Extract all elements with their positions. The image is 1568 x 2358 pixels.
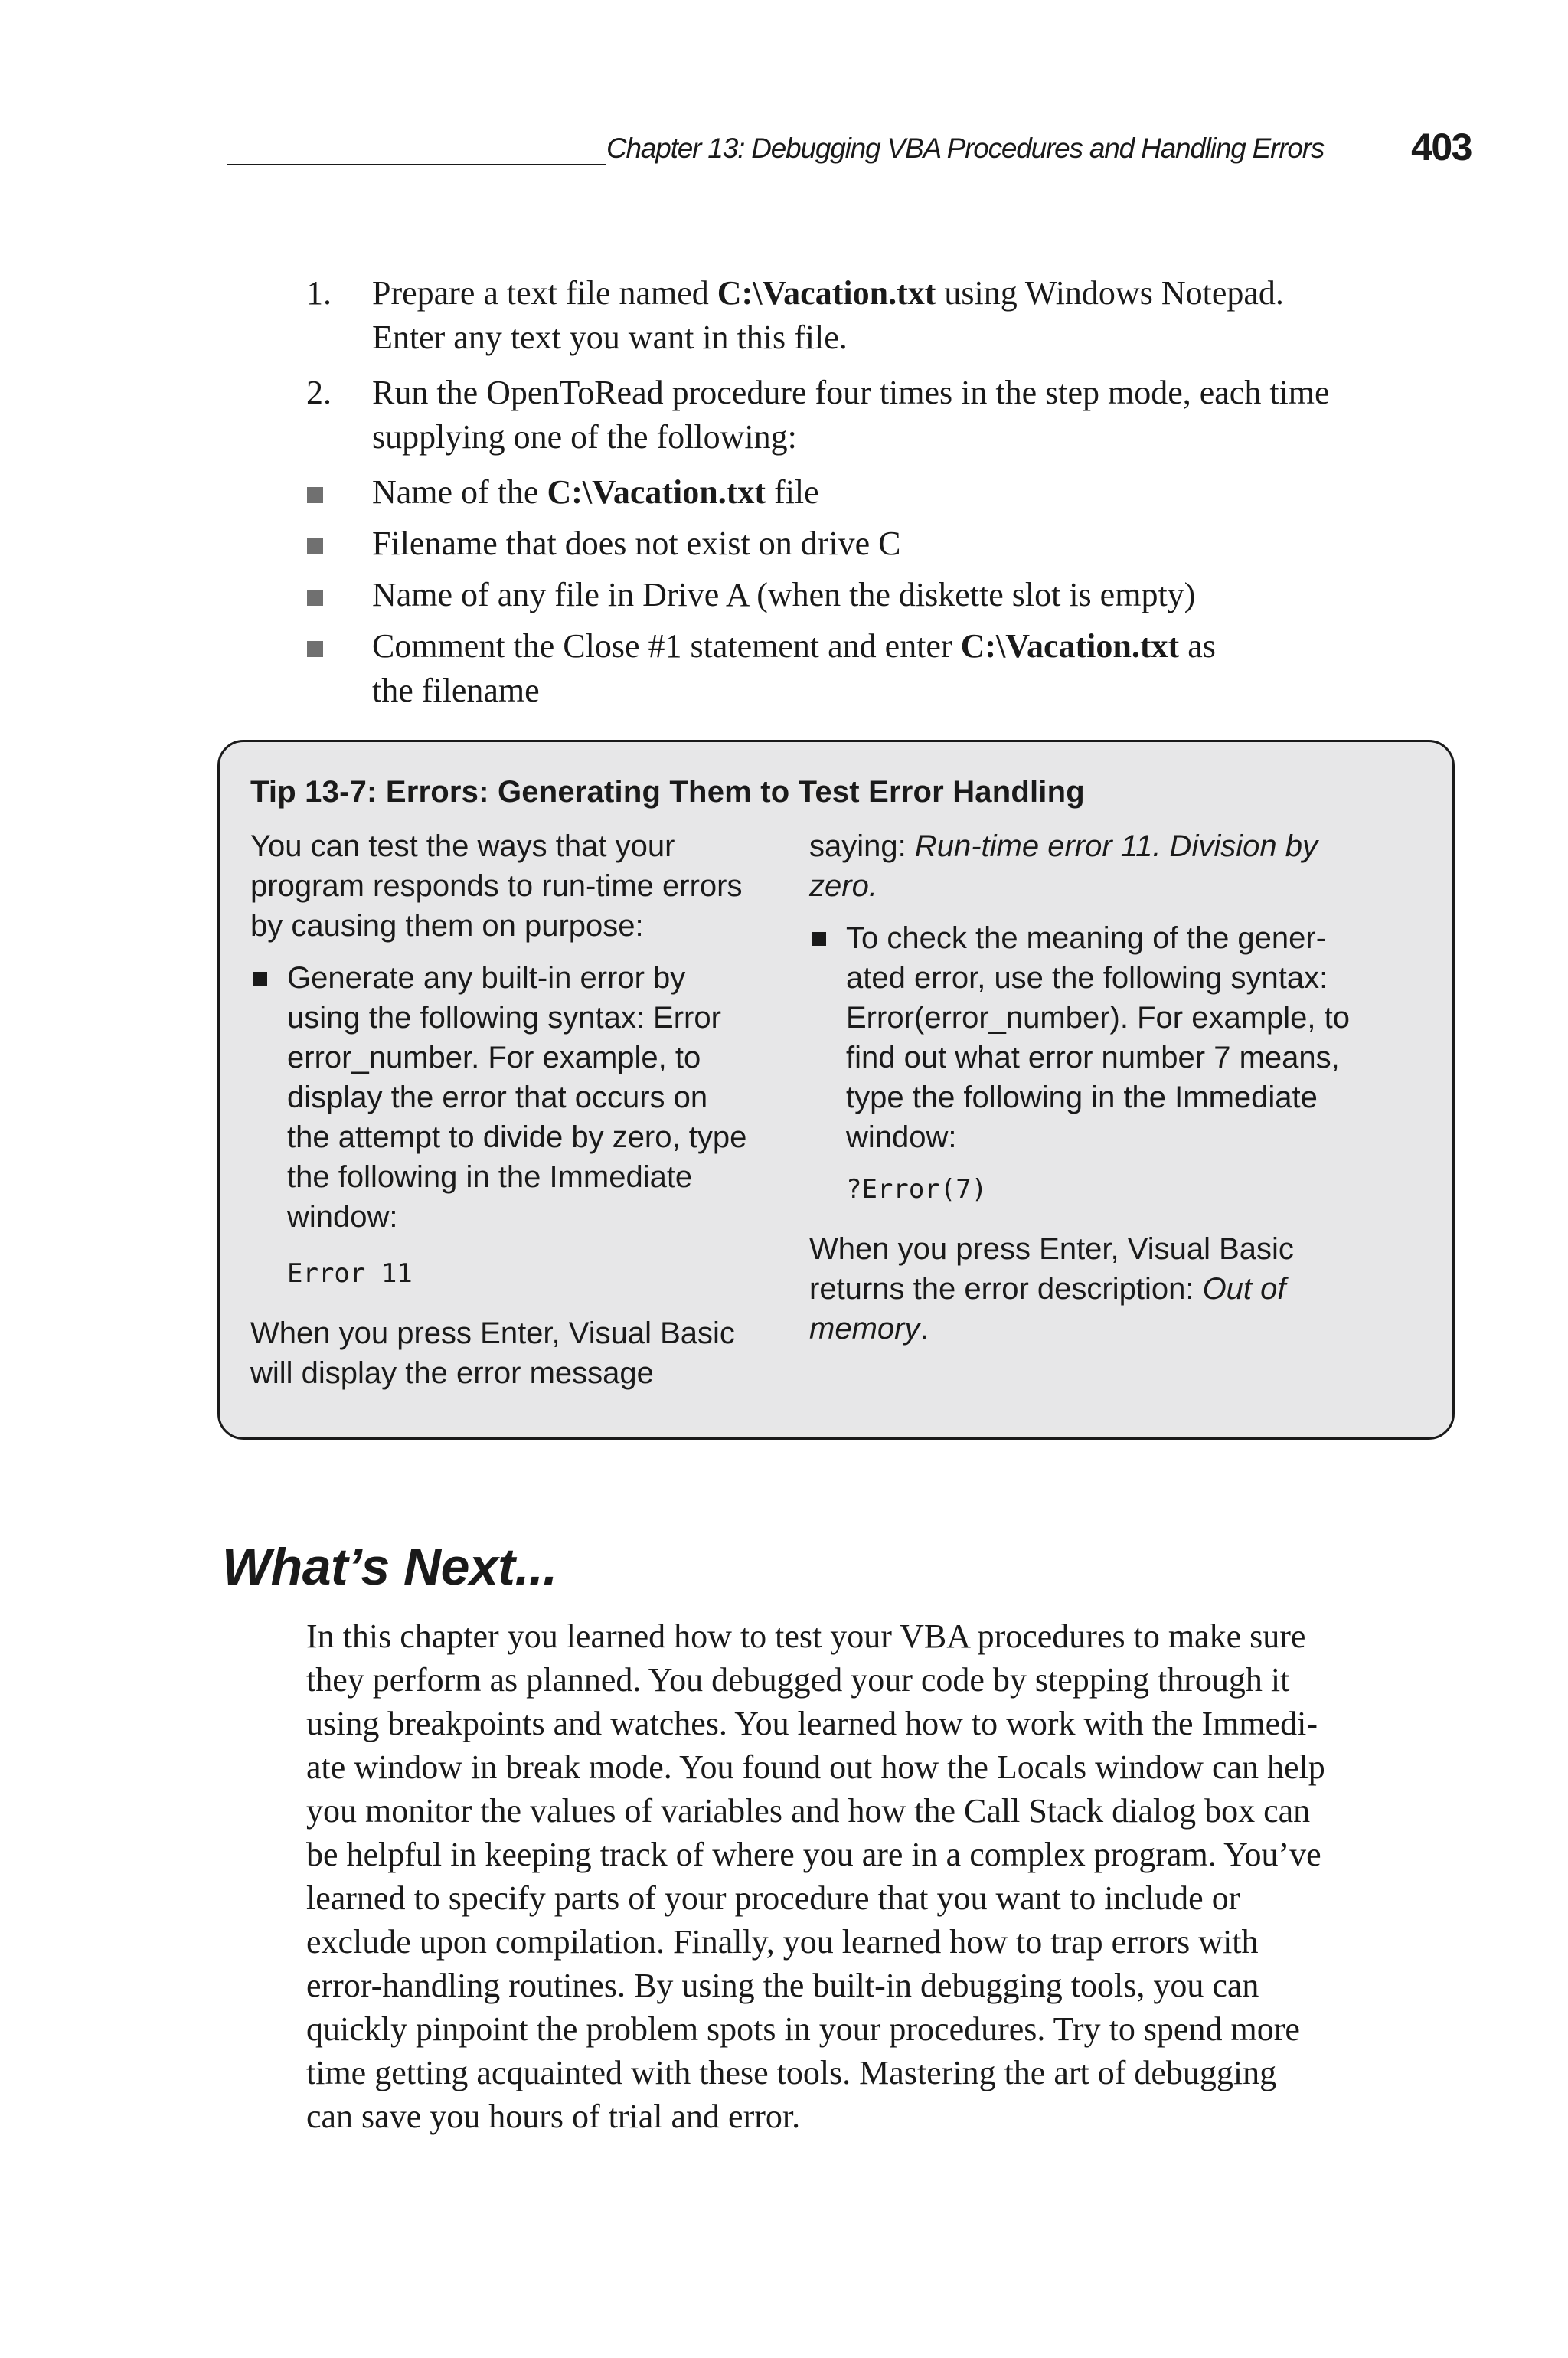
- list-item: [306, 470, 1485, 515]
- section-heading: What’s Next...: [222, 1538, 557, 1596]
- tip-line: program responds to run-time errors: [250, 869, 743, 903]
- bullet-text: as: [1179, 627, 1216, 665]
- tip-line: the attempt to divide by zero, type: [287, 1120, 747, 1154]
- tip-paragraph: [809, 1229, 1414, 1349]
- list-item: [250, 958, 794, 1237]
- filename-bold: C:\Vacation.txt: [547, 473, 766, 511]
- square-bullet-icon: [307, 590, 323, 606]
- tip-box: [217, 740, 1455, 1440]
- body-line: error-handling routines. By using the built-in debugging tools, you can: [306, 1967, 1259, 2004]
- tip-line: window:: [846, 1120, 957, 1154]
- bullet-text: Name of the: [372, 473, 547, 511]
- tip-line: display the error that occurs on: [287, 1081, 708, 1114]
- body-line: exclude upon compilation. Finally, you learned how to trap errors with: [306, 1923, 1259, 1961]
- list-item: [809, 918, 1414, 1157]
- tip-title: Tip 13-7: Errors: Generating Them to Test Error Handling: [250, 775, 1085, 809]
- tip-line: will display the error message: [250, 1356, 654, 1390]
- error-message-italic: Out of: [1202, 1272, 1286, 1306]
- body-line: they perform as planned. You debugged your code by stepping through it: [306, 1661, 1290, 1699]
- body-line: be helpful in keeping track of where you are in a complex program. You’ve: [306, 1836, 1321, 1873]
- tip-line: returns the error description:: [809, 1272, 1203, 1306]
- bullet-text: the filename: [372, 672, 540, 709]
- tip-line: find out what error number 7 means,: [846, 1041, 1340, 1074]
- body-line: quickly pinpoint the problem spots in your procedures. Try to spend more: [306, 2010, 1300, 2048]
- tip-line: To check the meaning of the gener-: [846, 921, 1327, 955]
- step-number: 2.: [306, 374, 332, 411]
- error-message-italic: Run-time error 11. Division by: [914, 829, 1318, 863]
- tip-line: using the following syntax: Error: [287, 1001, 721, 1035]
- tip-left-column: [250, 826, 794, 1393]
- step-2-bullet-list: [306, 470, 1485, 713]
- body-line: you monitor the values of variables and how the Call Stack dialog box can: [306, 1792, 1311, 1830]
- bullet-text: Name of any file in Drive A (when the diskette slot is empty): [372, 576, 1196, 613]
- numbered-steps: [306, 271, 1485, 720]
- error-message-italic: zero.: [809, 869, 877, 903]
- tip-line: When you press Enter, Visual Basic: [809, 1232, 1294, 1266]
- body-line: can save you hours of trial and error.: [306, 2098, 801, 2135]
- page-number: 403: [1411, 126, 1472, 168]
- code-sample: ?Error(7): [846, 1174, 988, 1205]
- tip-line: type the following in the Immediate: [846, 1081, 1318, 1114]
- tip-line: Generate any built-in error by: [287, 961, 686, 995]
- tip-line: window:: [287, 1200, 398, 1234]
- running-header-title: Chapter 13: Debugging VBA Procedures and Handling Errors: [606, 132, 1325, 164]
- header-rule: [227, 164, 606, 165]
- error-message-italic: memory: [809, 1312, 920, 1346]
- step-text-segment: supplying one of the following:: [372, 418, 797, 456]
- square-bullet-icon: [253, 972, 267, 986]
- section-body: [306, 1614, 1455, 2138]
- tip-line: the following in the Immediate: [287, 1160, 693, 1194]
- square-bullet-icon: [307, 538, 323, 554]
- body-line: time getting acquainted with these tools. Mastering the art of debugging: [306, 2054, 1277, 2091]
- body-line: learned to specify parts of your procedure that you want to include or: [306, 1879, 1240, 1917]
- tip-line: error_number. For example, to: [287, 1041, 701, 1074]
- tip-line: saying:: [809, 829, 915, 863]
- square-bullet-icon: [812, 932, 826, 946]
- tip-intro: [250, 826, 794, 946]
- step-2: [306, 371, 1485, 459]
- body-line: In this chapter you learned how to test your VBA procedures to make sure: [306, 1617, 1306, 1655]
- step-text-segment: Run the OpenToRead procedure four times in the step mode, each time: [372, 374, 1330, 411]
- list-item: [306, 573, 1485, 617]
- tip-right-column: [809, 826, 1414, 1349]
- bullet-text: Filename that does not exist on drive C: [372, 525, 901, 562]
- step-text: [372, 371, 1485, 459]
- bullet-text: Comment the Close #1 statement and enter: [372, 627, 961, 665]
- filename-bold: C:\Vacation.txt: [960, 627, 1180, 665]
- body-line: ate window in break mode. You found out how the Locals window can help: [306, 1748, 1325, 1786]
- code-sample: Error 11: [287, 1258, 413, 1289]
- list-item: [306, 624, 1485, 713]
- tip-line: ated error, use the following syntax:: [846, 961, 1328, 995]
- tip-paragraph: [250, 1313, 794, 1393]
- step-1: [306, 271, 1485, 360]
- body-line: using breakpoints and watches. You learned how to work with the Immedi-: [306, 1705, 1318, 1742]
- square-bullet-icon: [307, 487, 323, 503]
- tip-paragraph: [809, 826, 1414, 906]
- step-text-segment: using Windows Notepad.: [936, 274, 1284, 312]
- filename-bold: C:\Vacation.txt: [717, 274, 936, 312]
- list-item: [306, 522, 1485, 566]
- tip-line: When you press Enter, Visual Basic: [250, 1316, 735, 1350]
- step-text-segment: Enter any text you want in this file.: [372, 319, 848, 356]
- square-bullet-icon: [307, 641, 323, 657]
- step-number: 1.: [306, 274, 332, 312]
- tip-line: by causing them on purpose:: [250, 909, 644, 943]
- step-text-segment: Prepare a text file named: [372, 274, 717, 312]
- step-text: [372, 271, 1485, 360]
- tip-line: Error(error_number). For example, to: [846, 1001, 1350, 1035]
- tip-line: .: [920, 1312, 929, 1346]
- bullet-text: file: [766, 473, 819, 511]
- tip-line: You can test the ways that your: [250, 829, 675, 863]
